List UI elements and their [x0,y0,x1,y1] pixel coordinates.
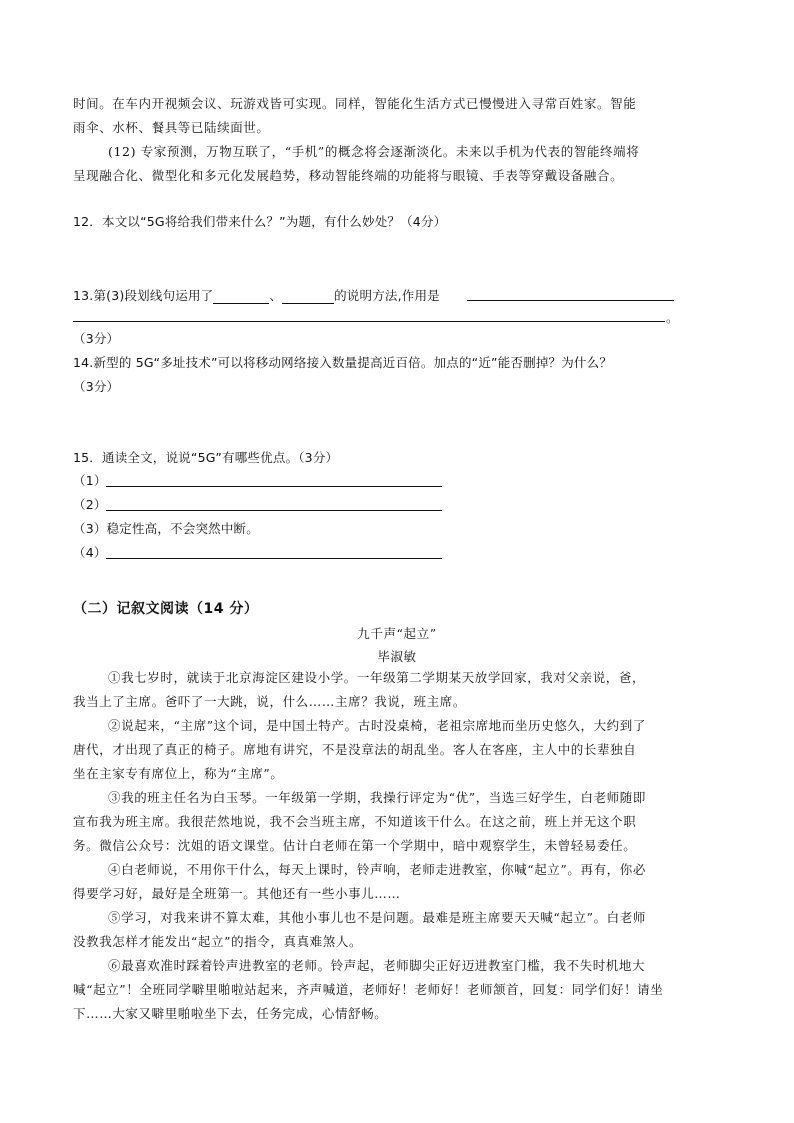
paragraph-line: 务。微信公众号：沈姐的语文课堂。估计白老师在第一个学期中，暗中观察学生，未曾轻易委任。 [73,838,637,853]
paragraph-line: 唐代，才出现了真正的椅子。席地有讲究，不是没章法的胡乱坐。客人在客座，主人中的长辈独自 [73,742,637,757]
passage-line: (12) 专家预测，万物互联了，“手机”的概念将会逐渐淡化。未来以手机为代表的智能终端将 [108,144,640,159]
answer-blank[interactable] [282,290,334,304]
paragraph-line: ②说起来，“主席”这个词，是中国土特产。古时没桌椅，老祖宗席地而坐历史悠久，大约到了 [108,718,646,733]
paragraph-line: ①我七岁时，就读于北京海淀区建设小学。一年级第二学期某天放学回家，我对父亲说，爸， [108,670,646,685]
answer-line[interactable] [73,321,665,322]
answer-blank[interactable] [213,290,269,304]
question-13-score: （3分） [73,331,120,346]
question-13-middle: 的说明方法,作用是 [334,288,440,303]
paragraph-line: 我当上了主席。爸吓了一大跳，说，什么……主席？我说，班主席。 [73,694,467,709]
question-14-score: （3分） [73,379,120,394]
question-12: 12．本文以“5G将给我们带来什么？”为题，有什么妙处？（4分） [73,214,447,229]
question-13 [73,288,683,304]
question-15-item-1: （1） [73,473,107,488]
answer-line[interactable] [106,510,442,511]
question-15-item-4: （4） [73,545,107,560]
paragraph-line: 坐在主家专有席位上，称为“主席”。 [73,766,284,781]
question-15-item-3: （3）稳定性高，不会突然中断。 [73,521,259,536]
paragraph-line: ⑥最喜欢准时踩着铃声进教室的老师。铃声起，老师脚尖正好迈进教室门槛，我不失时机地大 [108,958,646,973]
article-title: 九千声“起立” [357,626,437,641]
question-13-period: 。 [666,310,679,325]
paragraph-line: ④白老师说，不用你干什么，每天上课时，铃声响，老师走进教室，你喊“起立”。再有，你必 [108,862,646,877]
passage-line: 雨伞、水杯、餐具等已陆续面世。 [73,120,270,135]
section-heading: （二）记叙文阅读（14 分） [73,601,259,617]
passage-line: 呈现融合化、微型化和多元化发展趋势，移动智能终端的功能将与眼镜、手表等穿戴设备融合。 [73,168,624,183]
question-13-separator: 、 [269,288,283,303]
answer-line[interactable] [106,558,442,559]
paragraph-line: 喊“起立”！全班同学噼里啪啦站起来，齐声喊道，老师好！老师好！老师颔首，回复：同学们好！请坐 [73,982,664,997]
answer-line[interactable] [467,300,674,301]
paragraph-line: 没教我怎样才能发出“起立”的指令，真真难煞人。 [73,934,363,949]
answer-line[interactable] [106,486,442,487]
paragraph-line: ③我的班主任名为白玉琴。一年级第一学期，我操行评定为“优”，当选三好学生，白老师随即 [108,790,646,805]
paragraph-line: 宣布我为班主席。我很茫然地说，我不会当班主席，不知道该干什么。在这之前，班上并无这个职 [73,814,637,829]
passage-line: 时间。在车内开视频会议、玩游戏皆可实现。同样，智能化生活方式已慢慢进入寻常百姓家。智能 [73,96,637,111]
question-15-item-2: （2） [73,497,107,512]
article-author: 毕淑敏 [377,649,417,664]
paragraph-line: 得要学习好，最好是全班第一。其他还有一些小事儿…… [73,886,401,901]
paragraph-line: 下……大家又噼里啪啦坐下去，任务完成，心情舒畅。 [73,1006,388,1021]
question-15: 15．通读全文，说说“5G”有哪些优点。（3分） [73,450,339,465]
question-14: 14.新型的 5G“多址技术”可以将移动网络接入数量提高近百倍。加点的“近”能否删掉？为什么？ [73,355,613,370]
question-13-prefix: 13.第(3)段划线句运用了 [73,288,214,303]
paragraph-line: ⑤学习，对我来讲不算太难，其他小事儿也不是问题。最难是班主席要天天喊“起立”。白老师 [108,910,646,925]
